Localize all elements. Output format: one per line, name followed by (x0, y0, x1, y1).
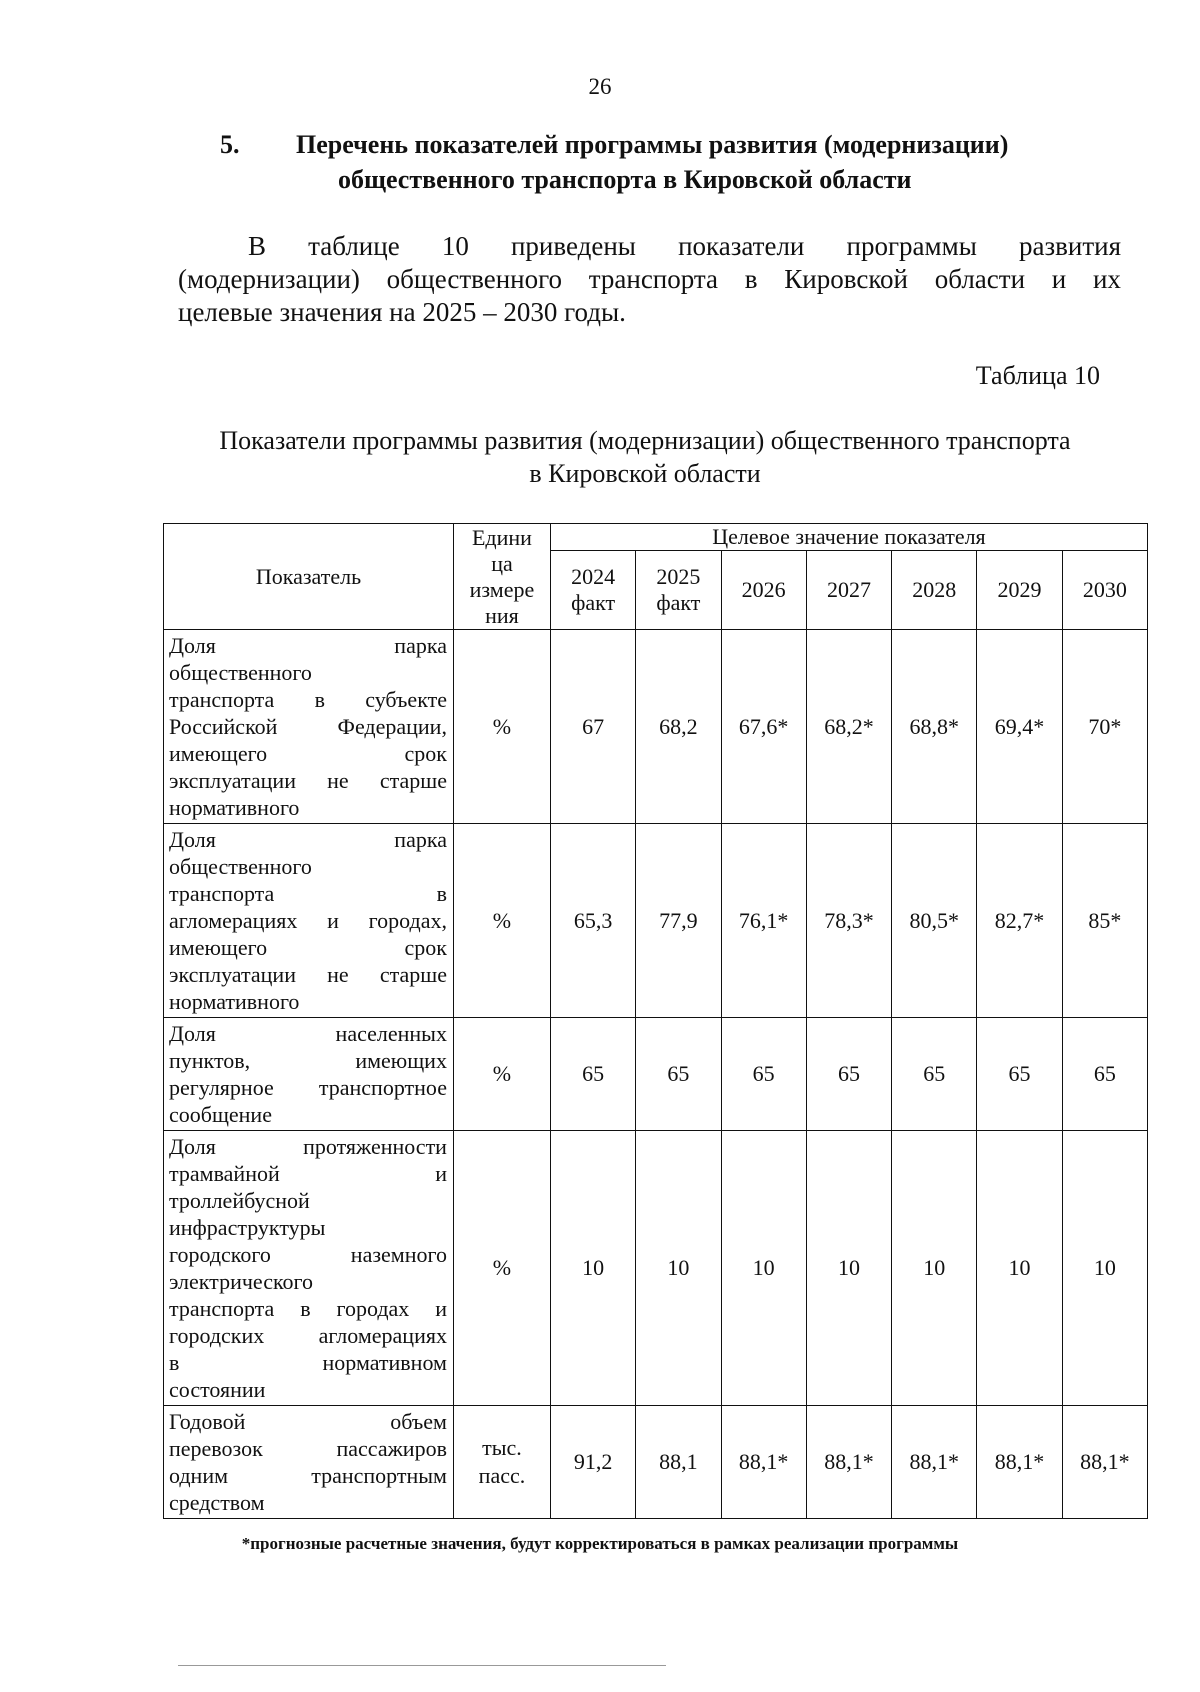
indicator-value: 10 (977, 1131, 1062, 1406)
intro-word: таблице (308, 231, 400, 261)
indicator-unit: % (453, 630, 550, 824)
indicator-name-line: пунктов, имеющих (169, 1048, 447, 1073)
indicator-name-line: регулярное транспортное (169, 1075, 447, 1100)
header-year: 2029 (997, 577, 1042, 602)
header-year-2027 (806, 551, 891, 630)
indicators-table (163, 523, 1148, 1519)
indicator-value: 76,1* (721, 824, 806, 1018)
section-number: 5. (220, 130, 240, 159)
intro-word: в (744, 264, 758, 294)
table-caption (150, 424, 1140, 490)
header-year-2030 (1062, 551, 1147, 630)
indicator-value: 88,1* (892, 1406, 977, 1519)
intro-line-2 (178, 263, 1121, 296)
indicator-value: 69,4* (977, 630, 1062, 824)
indicator-value: 65 (977, 1018, 1062, 1131)
intro-word: общественного (386, 264, 563, 294)
indicator-value: 88,1 (636, 1406, 721, 1519)
indicator-value: 67 (550, 630, 635, 824)
indicator-value: 67,6* (721, 630, 806, 824)
header-unit-line: ния (485, 602, 519, 628)
indicator-name-line: эксплуатации не старше (169, 962, 447, 987)
indicator-value: 68,2* (806, 630, 891, 824)
intro-word: программы (846, 231, 977, 261)
intro-word: и (1051, 264, 1067, 294)
indicator-value: 65 (721, 1018, 806, 1131)
indicator-value: 65 (1062, 1018, 1147, 1131)
indicator-name-line: общественного (169, 660, 312, 685)
table-label: Таблица 10 (975, 361, 1100, 390)
header-unit (453, 524, 550, 630)
indicator-value: 68,2 (636, 630, 721, 824)
indicator-name-line: перевозок пассажиров (169, 1436, 447, 1461)
indicator-name-line: общественного (169, 854, 312, 879)
indicator-name-line: нормативного (169, 989, 300, 1014)
indicator-value: 65 (636, 1018, 721, 1131)
indicator-name (164, 1018, 454, 1131)
indicator-value: 88,1* (1062, 1406, 1147, 1519)
indicator-value: 65 (892, 1018, 977, 1131)
header-year-note: факт (571, 590, 616, 615)
indicator-name-line: транспорта в городах и (169, 1296, 447, 1321)
indicator-name-line: трамвайной и (169, 1161, 447, 1186)
indicator-value: 91,2 (550, 1406, 635, 1519)
header-target-group: Целевое значение показателя (550, 524, 1147, 551)
table-row (164, 1018, 1148, 1131)
header-year-2024 (550, 551, 635, 630)
intro-word: показатели (678, 231, 805, 261)
footnote: *прогнозные расчетные значения, будут корректироваться в рамках реализации программы (241, 1534, 959, 1553)
indicator-name-line: Доля населенных (169, 1021, 447, 1046)
intro-word: развития (1018, 231, 1121, 261)
indicator-name-line: электрического (169, 1269, 314, 1294)
indicator-unit: тыс. пасс. (453, 1406, 550, 1519)
header-indicator: Показатель (164, 524, 454, 630)
table-row (164, 824, 1148, 1018)
intro-word: транспорта (588, 264, 719, 294)
indicator-name-line: эксплуатации не старше (169, 768, 447, 793)
header-unit-line: измере (469, 576, 535, 602)
intro-word: 10 (441, 231, 469, 261)
header-year-2026 (721, 551, 806, 630)
indicator-value: 10 (721, 1131, 806, 1406)
table-row (164, 630, 1148, 824)
indicator-value: 65,3 (550, 824, 635, 1018)
header-year: 2025 (656, 564, 701, 589)
header-unit-line: Едини (471, 524, 532, 550)
header-unit-line: ца (491, 550, 513, 576)
indicator-unit: % (453, 1018, 550, 1131)
header-year-2028 (892, 551, 977, 630)
indicator-name-line: городских агломерациях (169, 1323, 447, 1348)
indicator-name-line: Доля парка (169, 633, 447, 658)
indicator-value: 77,9 (636, 824, 721, 1018)
indicator-name-line: состоянии (169, 1377, 266, 1402)
indicator-value: 65 (550, 1018, 635, 1131)
header-year-2029 (977, 551, 1062, 630)
indicator-name (164, 1406, 454, 1519)
indicator-name-line: городского наземного (169, 1242, 447, 1267)
table-caption-line-2: в Кировской области (529, 459, 761, 488)
indicator-name-line: имеющего срок (169, 741, 447, 766)
indicator-name-line: Доля протяженности (169, 1134, 447, 1159)
intro-word: их (1092, 264, 1121, 294)
indicator-name-line: троллейбусной (169, 1188, 310, 1213)
header-year-2025 (636, 551, 721, 630)
indicator-value: 88,1* (977, 1406, 1062, 1519)
indicator-value: 88,1* (721, 1406, 806, 1519)
indicator-value: 82,7* (977, 824, 1062, 1018)
table-row (164, 1131, 1148, 1406)
table-caption-line-1: Показатели программы развития (модернизации) общественного транспорта (219, 426, 1071, 455)
intro-line-3: целевые значения на 2025 – 2030 годы. (178, 297, 626, 327)
indicator-value: 10 (550, 1131, 635, 1406)
indicator-value: 70* (1062, 630, 1147, 824)
indicator-unit: % (453, 1131, 550, 1406)
page-number: 26 (588, 74, 612, 99)
indicator-name (164, 824, 454, 1018)
header-year: 2026 (741, 577, 786, 602)
intro-word: Кировской (784, 264, 909, 294)
indicator-value: 65 (806, 1018, 891, 1131)
bottom-rule (178, 1665, 666, 1666)
indicator-value: 80,5* (892, 824, 977, 1018)
indicator-value: 85* (1062, 824, 1147, 1018)
indicator-name-line: средством (169, 1490, 265, 1515)
intro-line-1 (178, 230, 1121, 263)
indicator-value: 10 (636, 1131, 721, 1406)
indicator-name (164, 630, 454, 824)
indicator-name-line: сообщение (169, 1102, 272, 1127)
indicator-value: 88,1* (806, 1406, 891, 1519)
indicator-name-line: инфраструктуры (169, 1215, 326, 1240)
indicator-name-line: Годовой объем (169, 1409, 447, 1434)
section-title-line-2: общественного транспорта в Кировской области (338, 165, 912, 194)
indicator-name-line: транспорта в субъекте (169, 687, 447, 712)
indicator-name-line: нормативного (169, 795, 300, 820)
indicator-name-line: одним транспортным (169, 1463, 447, 1488)
intro-word: (модернизации) (178, 264, 360, 294)
indicator-value: 78,3* (806, 824, 891, 1018)
indicator-name-line: Российской Федерации, (169, 714, 447, 739)
indicator-name (164, 1131, 454, 1406)
indicator-name-line: агломерациях и городах, (169, 908, 447, 933)
indicator-name-line: транспорта в (169, 881, 447, 906)
indicator-value: 68,8* (892, 630, 977, 824)
section-title-line-1: Перечень показателей программы развития (модернизации) (296, 130, 1009, 159)
intro-word: области (934, 264, 1026, 294)
table-row (164, 1406, 1148, 1519)
intro-word: приведены (510, 231, 636, 261)
indicator-name-line: Доля парка (169, 827, 447, 852)
indicator-value: 10 (892, 1131, 977, 1406)
header-year: 2027 (826, 577, 871, 602)
header-year: 2030 (1082, 577, 1127, 602)
indicator-value: 10 (1062, 1131, 1147, 1406)
indicator-name-line: имеющего срок (169, 935, 447, 960)
indicator-name-line: в нормативном (169, 1350, 447, 1375)
intro-paragraph (178, 230, 1121, 329)
indicator-unit: % (453, 824, 550, 1018)
header-year: 2028 (912, 577, 957, 602)
indicator-value: 10 (806, 1131, 891, 1406)
header-year: 2024 (571, 564, 616, 589)
header-year-note: факт (656, 590, 701, 615)
intro-word: В (248, 231, 267, 261)
